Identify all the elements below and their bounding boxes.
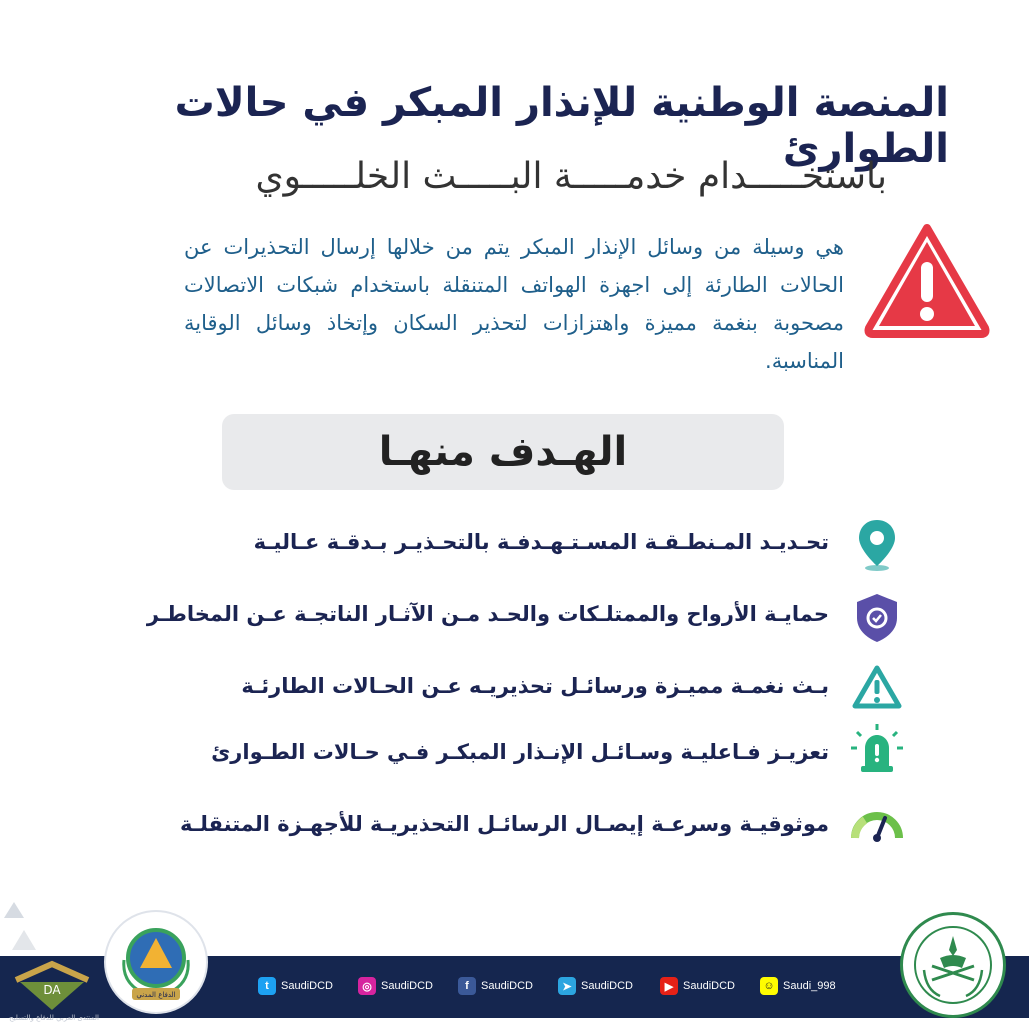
- facebook-icon: f: [458, 977, 476, 995]
- page-subtitle: باستخـــــدام خدمـــــة البـــــث الخلـــــوي: [255, 156, 887, 197]
- watermark-text: المنتدى العربي للدفاع والتسليح: [9, 1014, 99, 1022]
- emblem-label: الدفاع المدني: [136, 991, 176, 999]
- shield-icon: [849, 590, 905, 646]
- social-facebook[interactable]: [458, 974, 533, 998]
- instagram-icon: ◎: [358, 977, 376, 995]
- social-youtube[interactable]: [660, 974, 735, 998]
- social-handle: SaudiDCD: [481, 980, 533, 992]
- goal-item: تعزيـز فـاعليـة وسـائـل الإنـذار المبكـر فـي حـالات الطـوارئ: [211, 740, 829, 764]
- social-handle: SaudiDCD: [683, 980, 735, 992]
- civil-defense-logo: [114, 920, 198, 1004]
- ministry-emblem: [900, 912, 1006, 1018]
- goal-item: بـث نغمـة مميـزة ورسائـل تحذيريـه عـن الحـالات الطارئـة: [241, 674, 829, 698]
- goal-item: حمايـة الأرواح والممتلـكات والحـد مـن الآثـار الناتجـة عـن المخاطـر: [146, 602, 829, 626]
- page-title: المنصة الوطنية للإنذار المبكر في حالات الطوارئ: [174, 80, 949, 172]
- social-handle: SaudiDCD: [581, 980, 633, 992]
- snapchat-icon: ☺: [760, 977, 778, 995]
- svg-text:DA: DA: [43, 983, 61, 997]
- twitter-icon: t: [258, 977, 276, 995]
- ministry-logo: [910, 922, 996, 1008]
- social-twitter[interactable]: [258, 974, 333, 998]
- social-handle: SaudiDCD: [381, 980, 433, 992]
- decorative-triangles: [2, 900, 42, 952]
- description-text: هي وسيلة من وسائل الإنذار المبكر يتم من خلالها إرسال التحذيرات عن الحالات الطارئة إلى اجهزة الهواتف المتنقلة باستخدام شبكات الاتصالات مصحوبة بنغمة مميزة واهتزازات لتحذير السكان وإتخاذ وسائل الوقاية المناسبة.: [184, 235, 844, 373]
- goal-item: تحـديـد المـنطـقـة المسـتـهـدفـة بالتحـذيـر بـدقـة عـاليـة: [253, 530, 829, 554]
- telegram-icon: ➤: [558, 977, 576, 995]
- social-handle: SaudiDCD: [281, 980, 333, 992]
- warning-triangle-icon: [849, 660, 905, 716]
- goal-item: موثوقيـة وسرعـة إيصـال الرسائـل التحذيريـة للأجهـزة المتنقلـة: [180, 812, 829, 836]
- location-pin-icon: [849, 516, 905, 572]
- goals-heading: الهـدف منهـا: [222, 414, 784, 490]
- social-snapchat[interactable]: [760, 974, 836, 998]
- social-instagram[interactable]: [358, 974, 433, 998]
- civil-defense-emblem: [104, 910, 208, 1014]
- forum-watermark-logo: [6, 950, 102, 1024]
- youtube-icon: ▶: [660, 977, 678, 995]
- speedometer-icon: [849, 796, 905, 852]
- warning-triangle-icon: [863, 222, 991, 338]
- siren-icon: [849, 722, 905, 778]
- social-handle: Saudi_998: [783, 980, 836, 992]
- social-telegram[interactable]: [558, 974, 633, 998]
